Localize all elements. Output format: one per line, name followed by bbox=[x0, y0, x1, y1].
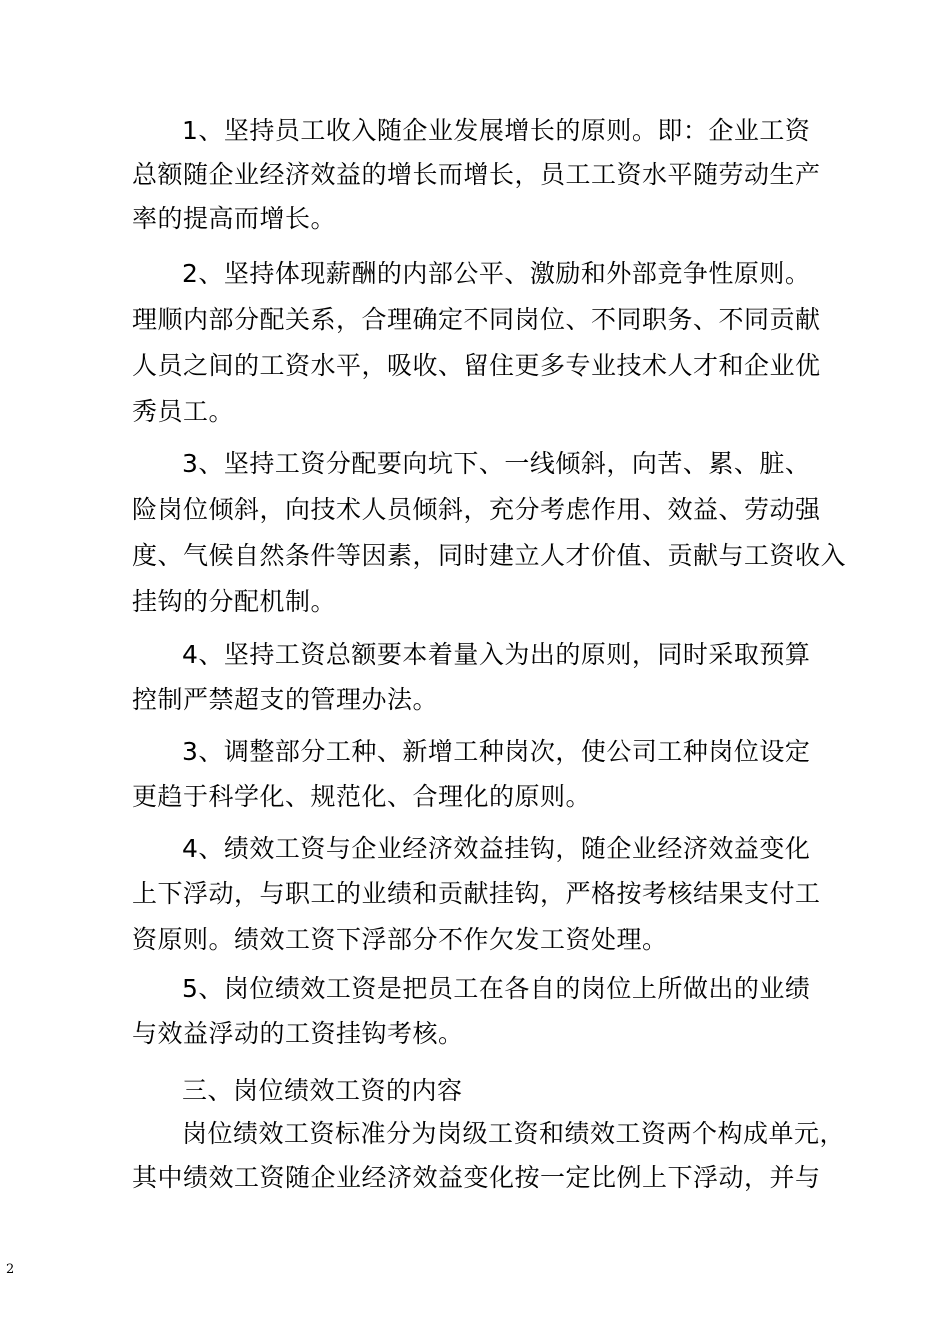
text-line: 4、坚持工资总额要本着量入为出的原则，同时采取预算 bbox=[182, 640, 811, 669]
text-line: 险岗位倾斜，向技术人员倾斜，充分考虑作用、效益、劳动强 bbox=[132, 495, 821, 524]
text-line: 4、绩效工资与企业经济效益挂钩，随企业经济效益变化 bbox=[182, 834, 811, 863]
text-line: 度、气候自然条件等因素，同时建立人才价值、贡献与工资收入 bbox=[132, 541, 847, 570]
text-line: 1、坚持员工收入随企业发展增长的原则。即：企业工资 bbox=[182, 116, 811, 145]
text-line: 更趋于科学化、规范化、合理化的原则。 bbox=[132, 782, 592, 811]
text-line: 总额随企业经济效益的增长而增长，员工工资水平随劳动生产 bbox=[132, 160, 821, 189]
text-line: 上下浮动，与职工的业绩和贡献挂钩，严格按考核结果支付工 bbox=[132, 879, 821, 908]
text-line: 理顺内部分配关系，合理确定不同岗位、不同职务、不同贡献 bbox=[132, 305, 821, 334]
text-line: 率的提高而增长。 bbox=[132, 204, 337, 233]
text-line: 与效益浮动的工资挂钩考核。 bbox=[132, 1019, 464, 1048]
text-line: 资原则。绩效工资下浮部分不作欠发工资处理。 bbox=[132, 925, 668, 954]
text-line: 2、坚持体现薪酬的内部公平、激励和外部竞争性原则。 bbox=[182, 259, 811, 288]
page-number: 2 bbox=[6, 1262, 15, 1277]
text-line: 岗位绩效工资标准分为岗级工资和绩效工资两个构成单元， bbox=[182, 1119, 846, 1148]
text-line: 其中绩效工资随企业经济效益变化按一定比例上下浮动，并与 bbox=[132, 1163, 821, 1192]
text-line: 控制严禁超支的管理办法。 bbox=[132, 685, 439, 714]
text-line: 3、调整部分工种、新增工种岗次，使公司工种岗位设定 bbox=[182, 737, 811, 766]
text-line: 人员之间的工资水平，吸收、留住更多专业技术人才和企业优 bbox=[132, 351, 821, 380]
text-line: 5、岗位绩效工资是把员工在各自的岗位上所做出的业绩 bbox=[182, 974, 811, 1003]
text-line: 挂钩的分配机制。 bbox=[132, 587, 337, 616]
section-heading: 三、岗位绩效工资的内容 bbox=[182, 1076, 463, 1105]
text-line: 秀员工。 bbox=[132, 397, 235, 426]
text-line: 3、坚持工资分配要向坑下、一线倾斜，向苦、累、脏、 bbox=[182, 449, 811, 478]
